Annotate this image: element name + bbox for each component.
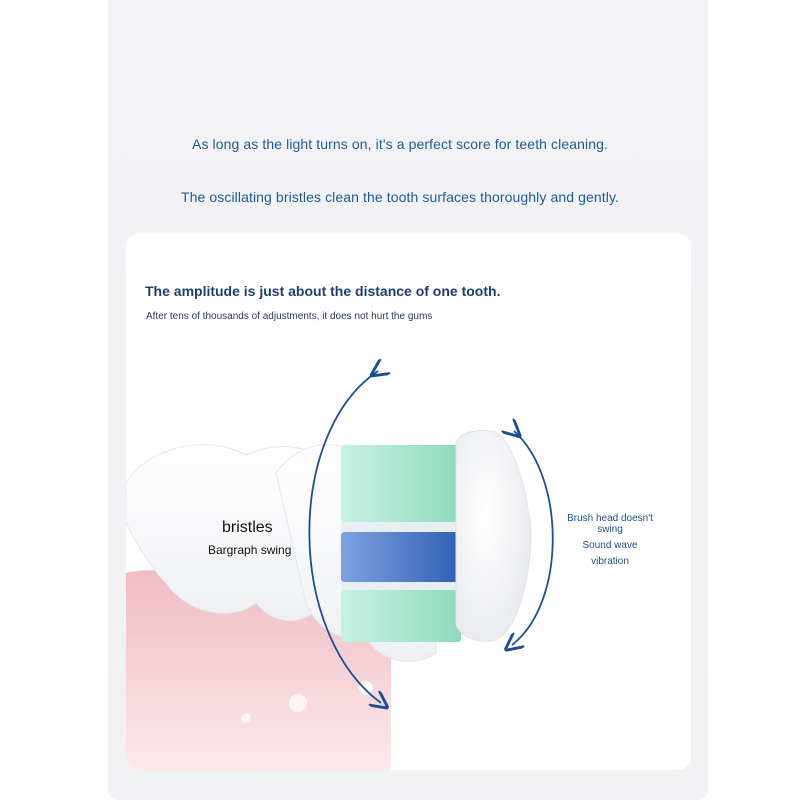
bubble — [241, 713, 251, 723]
bargraph-swing-label: Bargraph swing — [208, 543, 292, 557]
illustration-card — [126, 233, 691, 770]
sound-wave-label: Sound wave vibration — [582, 540, 638, 567]
brush-head — [456, 431, 531, 642]
bristle-tuft-green — [341, 478, 461, 522]
bristle-tuft-green — [341, 445, 461, 481]
headline-bristles: The oscillating bristles clean the tooth surfaces thoroughly and gently. — [180, 189, 620, 205]
bristle-tuft-blue — [341, 532, 461, 582]
bristle-tuft-white — [341, 582, 461, 590]
toothbrush-illustration — [126, 233, 691, 770]
bubble — [289, 694, 307, 712]
bristles-label: bristles — [222, 519, 273, 536]
bristle-tuft-green — [341, 590, 461, 642]
bristle-tuft-white — [341, 522, 461, 532]
card-title: The amplitude is just about the distance of one tooth. — [145, 283, 501, 299]
bubble — [359, 681, 373, 695]
brush-head-label: Brush head doesn't swing — [567, 513, 653, 535]
card-subtitle: After tens of thousands of adjustments, it does not hurt the gums — [146, 311, 433, 322]
headline-light: As long as the light turns on, it's a perfect score for teeth cleaning. — [192, 136, 608, 152]
